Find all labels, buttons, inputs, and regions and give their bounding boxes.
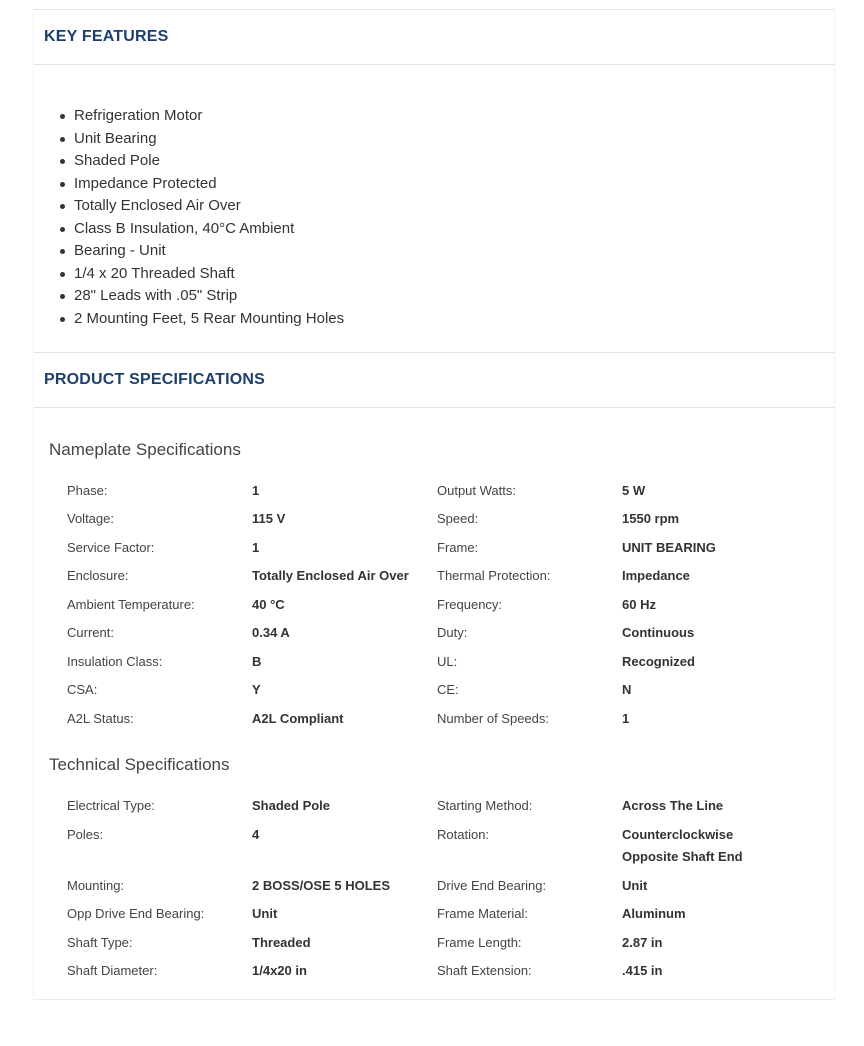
spec-value: Totally Enclosed Air Over xyxy=(252,568,409,583)
spec-value: B xyxy=(252,654,262,669)
product-specifications-title: PRODUCT SPECIFICATIONS xyxy=(44,371,266,388)
feature-item: 2 Mounting Feet, 5 Rear Mounting Holes xyxy=(56,308,344,331)
bullet-icon xyxy=(60,137,65,142)
spec-label: Rotation: xyxy=(437,827,490,842)
spec-value: 60 Hz xyxy=(622,597,656,612)
spec-value: Shaded Pole xyxy=(252,798,331,813)
spec-value: Impedance xyxy=(622,568,690,583)
bullet-icon xyxy=(60,317,65,322)
spec-label: CE: xyxy=(437,682,459,697)
spec-row xyxy=(34,795,834,817)
spec-value: Unit xyxy=(252,906,278,921)
spec-value: Continuous xyxy=(622,625,695,640)
spec-label: Ambient Temperature: xyxy=(67,597,195,612)
spec-value: 1550 rpm xyxy=(622,511,680,526)
spec-row xyxy=(34,679,834,701)
spec-value: 5 W xyxy=(622,483,646,498)
spec-value: N xyxy=(622,682,632,697)
spec-value: 115 V xyxy=(252,511,286,526)
spec-row xyxy=(34,622,834,644)
spec-row xyxy=(34,932,834,954)
feature-item: Shaded Pole xyxy=(56,150,344,173)
spec-row xyxy=(34,565,834,587)
spec-label: Mounting: xyxy=(67,878,125,893)
spec-value: Y xyxy=(252,682,261,697)
spec-value: 40 °C xyxy=(252,597,285,612)
product-specifications-header[interactable] xyxy=(34,353,834,408)
spec-value: 2 BOSS/OSE 5 HOLES xyxy=(252,878,390,893)
spec-value: Across The Line xyxy=(622,798,724,813)
spec-row xyxy=(34,480,834,502)
spec-label: Insulation Class: xyxy=(67,654,163,669)
spec-row xyxy=(34,960,834,982)
spec-label: Frame Material: xyxy=(437,906,529,921)
spec-label: Frame Length: xyxy=(437,935,522,950)
spec-value: A2L Compliant xyxy=(252,711,344,726)
feature-item: Impedance Protected xyxy=(56,173,344,196)
spec-label: Poles: xyxy=(67,827,104,842)
spec-value: UNIT BEARING xyxy=(622,540,716,555)
spec-value: 4 xyxy=(252,827,260,842)
spec-label: Current: xyxy=(67,625,114,640)
feature-item: 28" Leads with .05" Strip xyxy=(56,285,344,308)
spec-row xyxy=(34,651,834,673)
spec-label: Service Factor: xyxy=(67,540,155,555)
spec-value: 1 xyxy=(252,483,260,498)
spec-label: Thermal Protection: xyxy=(437,568,551,583)
product-info-panel xyxy=(33,9,835,1000)
spec-label: UL: xyxy=(437,654,458,669)
spec-label: Number of Speeds: xyxy=(437,711,550,726)
spec-label: Enclosure: xyxy=(67,568,129,583)
key-features-list xyxy=(56,105,344,330)
feature-item: Totally Enclosed Air Over xyxy=(56,195,344,218)
feature-item: Class B Insulation, 40°C Ambient xyxy=(56,218,344,241)
spec-value: Unit xyxy=(622,878,648,893)
bullet-icon xyxy=(60,294,65,299)
key-features-title: KEY FEATURES xyxy=(44,28,169,45)
spec-value-line2: Opposite Shaft End xyxy=(622,849,743,864)
feature-item: Unit Bearing xyxy=(56,128,344,151)
spec-label: Phase: xyxy=(67,483,108,498)
spec-value: 1 xyxy=(622,711,630,726)
spec-value: 1 xyxy=(252,540,260,555)
spec-row xyxy=(34,537,834,559)
spec-label: Drive End Bearing: xyxy=(437,878,547,893)
spec-label: CSA: xyxy=(67,682,98,697)
bullet-icon xyxy=(60,159,65,164)
nameplate-specifications-title: Nameplate Specifications xyxy=(49,440,241,459)
bullet-icon xyxy=(60,182,65,187)
spec-value: 0.34 A xyxy=(252,625,290,640)
spec-value: Aluminum xyxy=(622,906,686,921)
bullet-icon xyxy=(60,272,65,277)
bullet-icon xyxy=(60,114,65,119)
key-features-header[interactable] xyxy=(34,10,834,65)
spec-value: Threaded xyxy=(252,935,311,950)
feature-item: Refrigeration Motor xyxy=(56,105,344,128)
spec-label: Voltage: xyxy=(67,511,114,526)
spec-value: 2.87 in xyxy=(622,935,663,950)
spec-row xyxy=(34,824,834,868)
spec-label: Frame: xyxy=(437,540,479,555)
spec-row xyxy=(34,875,834,897)
spec-row xyxy=(34,708,834,730)
bullet-icon xyxy=(60,204,65,209)
feature-item: 1/4 x 20 Threaded Shaft xyxy=(56,263,344,286)
spec-label: Shaft Extension: xyxy=(437,963,532,978)
spec-label: Duty: xyxy=(437,625,468,640)
spec-label: Shaft Diameter: xyxy=(67,963,158,978)
spec-row xyxy=(34,508,834,530)
bullet-icon xyxy=(60,227,65,232)
spec-label: Shaft Type: xyxy=(67,935,133,950)
feature-item: Bearing - Unit xyxy=(56,240,344,263)
spec-row xyxy=(34,594,834,616)
bullet-icon xyxy=(60,249,65,254)
spec-value: 1/4x20 in xyxy=(252,963,307,978)
spec-label: Frequency: xyxy=(437,597,503,612)
spec-value: Counterclockwise xyxy=(622,827,734,842)
spec-label: Electrical Type: xyxy=(67,798,155,813)
spec-label: Speed: xyxy=(437,511,479,526)
spec-value: .415 in xyxy=(622,963,663,978)
spec-row xyxy=(34,903,834,925)
spec-value: Recognized xyxy=(622,654,695,669)
technical-specifications-title: Technical Specifications xyxy=(49,755,230,774)
spec-label: Output Watts: xyxy=(437,483,516,498)
spec-label: Starting Method: xyxy=(437,798,533,813)
spec-label: A2L Status: xyxy=(67,711,134,726)
spec-label: Opp Drive End Bearing: xyxy=(67,906,205,921)
